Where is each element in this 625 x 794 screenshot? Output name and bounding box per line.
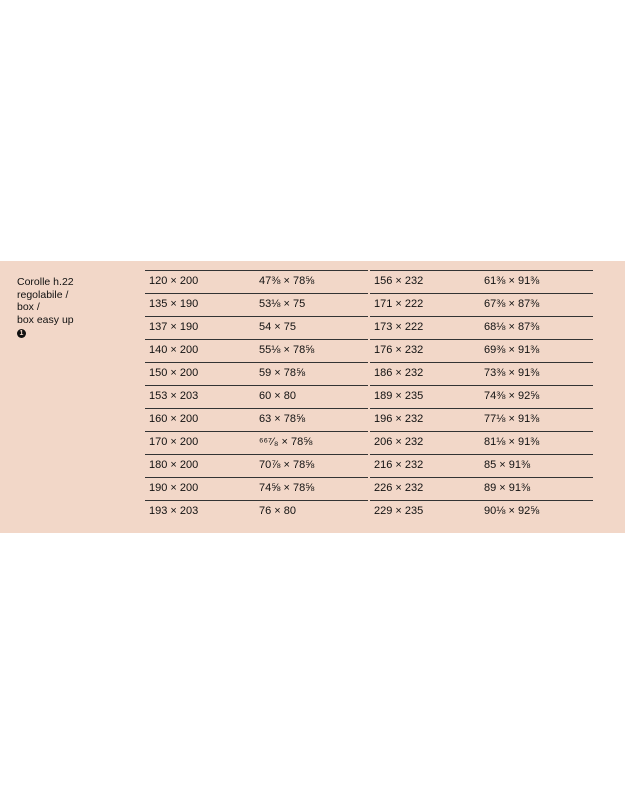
table-row [145, 271, 368, 294]
size-cm-cell: 190 × 200 [149, 482, 199, 494]
note-number-badge: 1 [17, 329, 26, 338]
size-cm-cell: 189 × 235 [374, 390, 424, 402]
table-row [370, 501, 593, 523]
size-inch-cell: 67⅜ × 87⅜ [484, 298, 540, 310]
size-cm-cell: 156 × 232 [374, 275, 424, 287]
product-label-line: box easy up [17, 313, 74, 326]
table-row [145, 409, 368, 432]
table-row [370, 363, 593, 386]
size-cm-cell: 173 × 222 [374, 321, 424, 333]
size-cm-cell: 160 × 200 [149, 413, 199, 425]
size-inch-cell: 90⅛ × 92⅝ [484, 505, 540, 517]
table-row [370, 386, 593, 409]
size-inch-cell: 74⅜ × 92⅝ [484, 390, 540, 402]
table-row [145, 363, 368, 386]
size-cm-cell: 193 × 203 [149, 505, 199, 517]
size-inch-cell: 47⅜ × 78⅝ [259, 275, 315, 287]
table-row [145, 501, 368, 523]
size-cm-cell: 135 × 190 [149, 298, 199, 310]
table-row [145, 455, 368, 478]
size-inch-cell: 73⅜ × 91⅜ [484, 367, 540, 379]
size-cm-cell: 150 × 200 [149, 367, 199, 379]
table-row [370, 432, 593, 455]
size-inch-cell: 74⅝ × 78⅝ [259, 482, 315, 494]
table-row [145, 478, 368, 501]
size-cm-cell: 196 × 232 [374, 413, 424, 425]
size-inch-cell: 89 × 91⅜ [484, 482, 531, 494]
size-inch-cell: 69⅜ × 91⅜ [484, 344, 540, 356]
size-inch-cell: 54 × 75 [259, 321, 297, 333]
size-cm-cell: 170 × 200 [149, 436, 199, 448]
size-inch-cell: 60 × 80 [259, 390, 297, 402]
size-cm-cell: 120 × 200 [149, 275, 199, 287]
product-label-line: box / [17, 301, 40, 313]
table-row [145, 432, 368, 455]
size-cm-cell: 180 × 200 [149, 459, 199, 471]
product-label-line: Corolle h.22 [17, 276, 74, 288]
size-inch-cell: 85 × 91⅜ [484, 459, 531, 471]
size-inch-cell: 70⅞ × 78⅝ [259, 459, 315, 471]
size-cm-cell: 176 × 232 [374, 344, 424, 356]
table-row [145, 386, 368, 409]
table-row [370, 478, 593, 501]
size-column-group-right [370, 270, 593, 523]
table-row [370, 455, 593, 478]
size-cm-cell: 216 × 232 [374, 459, 424, 471]
size-cm-cell: 226 × 232 [374, 482, 424, 494]
table-row [145, 317, 368, 340]
size-cm-cell: 229 × 235 [374, 505, 424, 517]
table-row [145, 340, 368, 363]
table-row [370, 271, 593, 294]
size-inch-cell: 77⅛ × 91⅜ [484, 413, 540, 425]
size-inch-cell: 81⅛ × 91⅜ [484, 436, 540, 448]
size-cm-cell: 137 × 190 [149, 321, 199, 333]
product-label [17, 276, 127, 339]
table-row [370, 340, 593, 363]
size-inch-cell: 61⅜ × 91⅜ [484, 275, 540, 287]
size-inch-cell: ⁶⁶⁷⁄₈ × 78⅝ [259, 436, 313, 448]
size-cm-cell: 140 × 200 [149, 344, 199, 356]
product-label-line: regolabile / [17, 288, 69, 301]
size-cm-cell: 153 × 203 [149, 390, 199, 402]
table-row [145, 294, 368, 317]
size-cm-cell: 206 × 232 [374, 436, 424, 448]
size-cm-cell: 186 × 232 [374, 367, 424, 379]
table-row [370, 294, 593, 317]
table-row [370, 409, 593, 432]
table-row [370, 317, 593, 340]
size-column-group-left [145, 270, 368, 523]
size-inch-cell: 53⅛ × 75 [259, 298, 306, 310]
size-inch-cell: 59 × 78⅝ [259, 367, 306, 379]
size-cm-cell: 171 × 222 [374, 298, 424, 310]
size-inch-cell: 76 × 80 [259, 505, 297, 517]
size-inch-cell: 63 × 78⅝ [259, 413, 306, 425]
size-inch-cell: 68⅛ × 87⅜ [484, 321, 540, 333]
size-inch-cell: 55⅛ × 78⅝ [259, 344, 315, 356]
